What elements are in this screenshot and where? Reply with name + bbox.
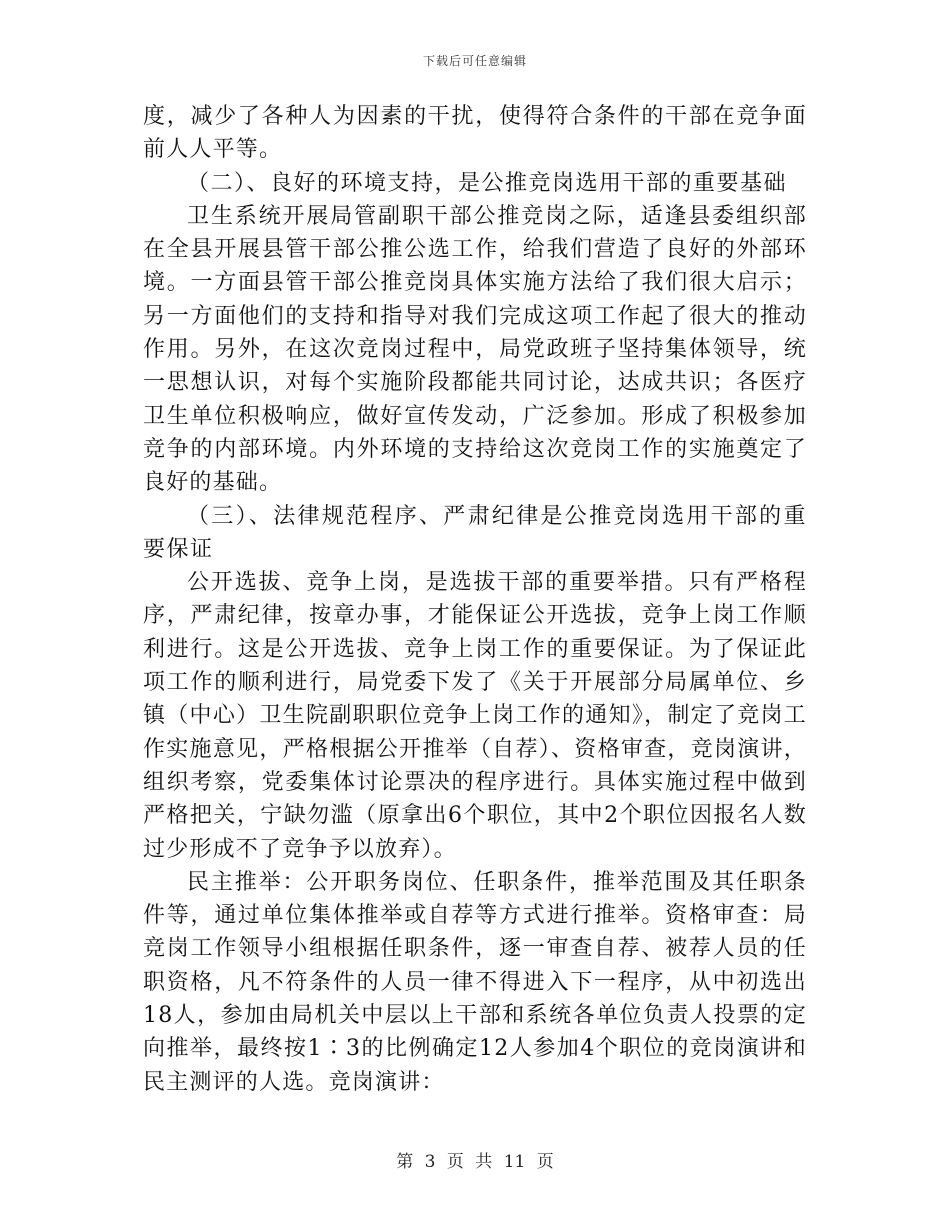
paragraph-procedure: 公开选拔、竞争上岗，是选拔干部的重要举措。只有严格程序，严肃纪律，按章办事，才能保证公开选拔，竞争上岗工作顺利进行。这是公开选拔、竞争上岗工作的重要保证。为了保证此项工作的顺利进行，局党委下发了《关于开展部分局属单位、乡镇（中心）卫生院副职职位竞争上岗工作的通知》，制定了竞岗工作实施意见，严格根据公开推举（自荐）、资格审查，竞岗演讲，组织考察，党委集体讨论票决的程序进行。具体实施过程中做到严格把关，宁缺勿滥（原拿出6个职位，其中2个职位因报名人数过少形成不了竞争予以放弃）。: [143, 570, 807, 862]
document-body: [143, 100, 807, 1099]
paragraph-recommendation: 民主推举：公开职务岗位、任职条件，推举范围及其任职条件等，通过单位集体推举或自荐等方式进行推举。资格审查：局竞岗工作领导小组根据任职条件，逐一审查自荐、被荐人员的任职资格，凡不符条件的人员一律不得进入下一程序，从中初选出18人，参加由局机关中层以上干部和系统各单位负责人投票的定向推举，最终按1∶3的比例确定12人参加4个职位的竞岗演讲和民主测评的人选。竞岗演讲：: [143, 869, 807, 1095]
section-heading-3: （三）、法律规范程序、严肃纪律是公推竞岗选用干部的重要保证: [143, 503, 807, 562]
paragraph-environment: 卫生系统开展局管副职干部公推竞岗之际，适逢县委组织部在全县开展县管干部公推公选工作，给我们营造了良好的外部环境。一方面县管干部公推竞岗具体实施方法给了我们很大启示；另一方面他们的支持和指导对我们完成这项工作起了很大的推动作用。另外，在这次竞岗过程中，局党政班子坚持集体领导，统一思想认识，对每个实施阶段都能共同讨论，达成共识；各医疗卫生单位积极响应，做好宣传发动，广泛参加。形成了积极参加竞争的内部环境。内外环境的支持给这次竞岗工作的实施奠定了良好的基础。: [143, 203, 807, 496]
page-header: 下载后可任意编辑: [422, 54, 527, 68]
paragraph-continuation: 度，减少了各种人为因素的干扰，使得符合条件的干部在竞争面前人人平等。: [143, 104, 807, 163]
section-heading-2: （二）、良好的环境支持，是公推竞岗选用干部的重要基础: [187, 170, 788, 196]
page-number: 第 3 页 共 11 页: [396, 1152, 554, 1172]
